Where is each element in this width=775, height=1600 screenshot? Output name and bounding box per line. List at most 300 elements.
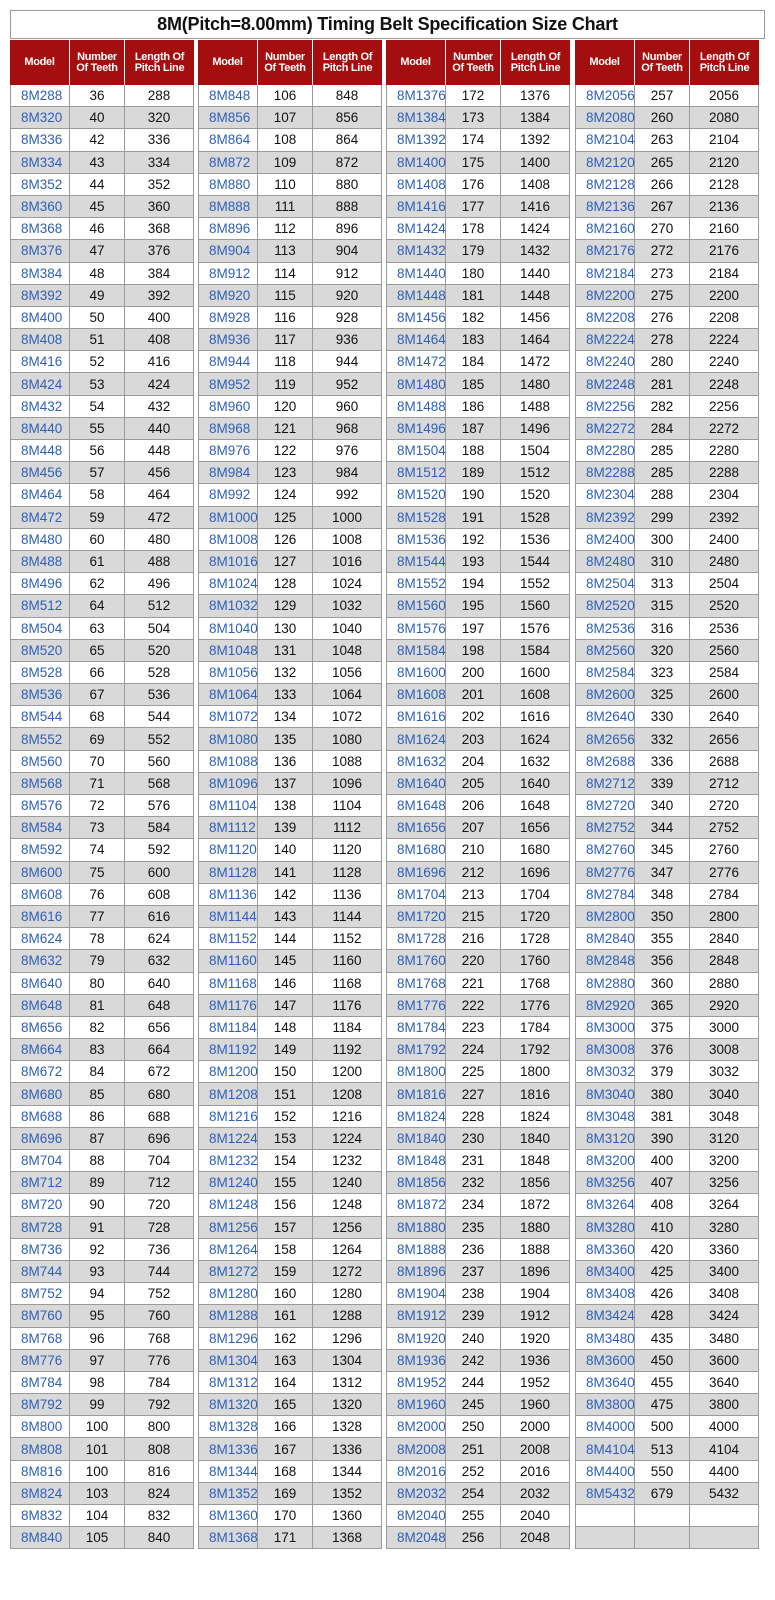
cell-model: 8M1392 — [387, 129, 446, 150]
cell-length: 376 — [147, 243, 171, 259]
cell-length: 1896 — [519, 1264, 551, 1280]
cell-model: 8M1272 — [199, 1261, 258, 1282]
cell-model: 8M472 — [11, 507, 70, 528]
table-row — [199, 396, 381, 418]
table-row — [576, 218, 758, 240]
cell-model: 8M1096 — [199, 773, 258, 794]
cell-teeth: 99 — [70, 1394, 125, 1415]
cell-length: 488 — [147, 554, 171, 570]
cell-model: 8M288 — [11, 85, 70, 106]
table-row — [387, 240, 569, 262]
cell-model: 8M2136 — [576, 196, 635, 217]
cell-length — [690, 1505, 758, 1526]
cell-model: 8M1320 — [199, 1394, 258, 1415]
table-row — [199, 662, 381, 684]
table-row — [576, 618, 758, 640]
table-row — [387, 152, 569, 174]
table-row — [199, 1372, 381, 1394]
cell-teeth: 275 — [635, 285, 690, 306]
cell-length: 1032 — [331, 598, 363, 614]
cell-length: 720 — [147, 1197, 171, 1213]
cell-model: 8M1056 — [199, 662, 258, 683]
cell-teeth: 224 — [446, 1039, 501, 1060]
cell-teeth: 48 — [70, 263, 125, 284]
cell-length: 768 — [147, 1330, 171, 1346]
cell-model: 8M1064 — [199, 684, 258, 705]
table-row — [199, 973, 381, 995]
cell-model: 8M2272 — [576, 418, 635, 439]
cell-model: 8M2104 — [576, 129, 635, 150]
table-row — [387, 484, 569, 506]
cell-length: 1960 — [519, 1397, 551, 1413]
cell-model: 8M720 — [11, 1194, 70, 1215]
table-row — [387, 728, 569, 750]
table-row — [199, 884, 381, 906]
cell-model: 8M960 — [199, 396, 258, 417]
cell-teeth: 43 — [70, 152, 125, 173]
cell-length: 320 — [147, 110, 171, 126]
cell-length: 2208 — [708, 309, 740, 325]
cell-teeth: 347 — [635, 862, 690, 883]
table-row — [576, 1061, 758, 1083]
cell-length: 1448 — [519, 287, 551, 303]
cell-model: 8M1288 — [199, 1305, 258, 1326]
cell-model: 8M2640 — [576, 706, 635, 727]
cell-teeth: 164 — [258, 1372, 313, 1393]
table-row — [199, 218, 381, 240]
cell-teeth: 500 — [635, 1416, 690, 1437]
table-row — [576, 1039, 758, 1061]
cell-model: 8M1840 — [387, 1128, 446, 1149]
cell-teeth: 117 — [258, 329, 313, 350]
cell-teeth: 185 — [446, 373, 501, 394]
cell-teeth: 46 — [70, 218, 125, 239]
table-row — [387, 1483, 569, 1505]
cell-model: 8M3424 — [576, 1305, 635, 1326]
cell-length: 1800 — [519, 1064, 551, 1080]
table-row — [199, 995, 381, 1017]
cell-length: 1528 — [519, 509, 551, 525]
table-row — [576, 1394, 758, 1416]
cell-model: 8M3256 — [576, 1172, 635, 1193]
cell-model: 8M1920 — [387, 1328, 446, 1349]
cell-teeth: 103 — [70, 1483, 125, 1504]
table-row — [199, 85, 381, 107]
cell-model: 8M1816 — [387, 1083, 446, 1104]
table-row — [11, 129, 193, 151]
cell-length: 1200 — [331, 1064, 363, 1080]
cell-length: 2288 — [708, 465, 740, 481]
cell-model: 8M1600 — [387, 662, 446, 683]
cell-teeth: 165 — [258, 1394, 313, 1415]
cell-model: 8M1784 — [387, 1017, 446, 1038]
cell-length: 2040 — [519, 1508, 551, 1524]
cell-length: 1160 — [332, 953, 362, 969]
table-row — [11, 1372, 193, 1394]
cell-teeth: 59 — [70, 507, 125, 528]
cell-model: 8M1416 — [387, 196, 446, 217]
cell-teeth: 79 — [70, 950, 125, 971]
cell-length: 1088 — [331, 753, 363, 769]
table-row — [11, 684, 193, 706]
table-row — [576, 440, 758, 462]
cell-teeth: 71 — [70, 773, 125, 794]
cell-teeth: 428 — [635, 1305, 690, 1326]
table-row — [387, 1194, 569, 1216]
table-block-4 — [575, 40, 759, 1549]
table-row — [387, 1039, 569, 1061]
cell-length: 2880 — [708, 975, 740, 991]
cell-length: 2584 — [708, 664, 740, 680]
cell-teeth: 133 — [258, 684, 313, 705]
table-row — [199, 174, 381, 196]
cell-length: 1080 — [331, 731, 363, 747]
cell-model: 8M1192 — [199, 1039, 258, 1060]
cell-length: 1192 — [332, 1042, 362, 1058]
table-row — [576, 529, 758, 551]
table-body — [198, 85, 382, 1549]
table-row — [11, 1217, 193, 1239]
cell-model: 8M3400 — [576, 1261, 635, 1282]
header-number-of-teeth: Number Of Teeth — [258, 40, 313, 85]
table-row — [11, 551, 193, 573]
cell-length: 1112 — [332, 820, 362, 836]
cell-length: 2752 — [708, 820, 740, 836]
cell-model: 8M1504 — [387, 440, 446, 461]
cell-length: 2520 — [708, 598, 740, 614]
table-row — [387, 928, 569, 950]
cell-model: 8M904 — [199, 240, 258, 261]
table-row — [576, 684, 758, 706]
cell-model: 8M1496 — [387, 418, 446, 439]
cell-model: 8M1280 — [199, 1283, 258, 1304]
cell-teeth: 316 — [635, 618, 690, 639]
cell-model: 8M480 — [11, 529, 70, 550]
cell-model: 8M792 — [11, 1394, 70, 1415]
table-row — [199, 307, 381, 329]
cell-teeth: 100 — [70, 1416, 125, 1437]
cell-teeth: 62 — [70, 573, 125, 594]
chart-title: 8M(Pitch=8.00mm) Timing Belt Specification Size Chart — [10, 10, 765, 39]
cell-length: 1696 — [519, 864, 551, 880]
cell-length: 944 — [335, 354, 359, 370]
cell-model: 8M832 — [11, 1505, 70, 1526]
cell-teeth: 212 — [446, 862, 501, 883]
table-row — [387, 263, 569, 285]
cell-length: 2000 — [519, 1419, 551, 1435]
cell-teeth: 232 — [446, 1172, 501, 1193]
table-row — [576, 85, 758, 107]
cell-model: 8M2240 — [576, 351, 635, 372]
cell-teeth: 206 — [446, 795, 501, 816]
cell-teeth: 425 — [635, 1261, 690, 1282]
table-row — [199, 1461, 381, 1483]
cell-length: 624 — [147, 931, 171, 947]
cell-teeth: 166 — [258, 1416, 313, 1437]
cell-teeth: 111 — [258, 196, 313, 217]
cell-model: 8M1952 — [387, 1372, 446, 1393]
cell-model: 8M1888 — [387, 1239, 446, 1260]
cell-model: 8M2176 — [576, 240, 635, 261]
cell-teeth: 87 — [70, 1128, 125, 1149]
cell-model: 8M952 — [199, 373, 258, 394]
cell-model: 8M2536 — [576, 618, 635, 639]
cell-model: 8M656 — [11, 1017, 70, 1038]
cell-model: 8M512 — [11, 595, 70, 616]
cell-model: 8M992 — [199, 484, 258, 505]
cell-length: 576 — [147, 798, 171, 814]
table-row — [11, 263, 193, 285]
table-row — [11, 174, 193, 196]
table-row — [199, 329, 381, 351]
cell-length: 824 — [147, 1485, 171, 1501]
table-row — [576, 1150, 758, 1172]
table-row — [576, 418, 758, 440]
table-body — [386, 85, 570, 1549]
cell-teeth: 325 — [635, 684, 690, 705]
table-row — [387, 507, 569, 529]
cell-teeth: 92 — [70, 1239, 125, 1260]
cell-teeth: 260 — [635, 107, 690, 128]
cell-length: 448 — [147, 443, 171, 459]
table-header — [198, 40, 382, 85]
table-row — [576, 1083, 758, 1105]
cell-length: 760 — [147, 1308, 171, 1324]
table-row — [387, 351, 569, 373]
cell-length: 2848 — [708, 953, 740, 969]
cell-length: 1520 — [519, 487, 551, 503]
cell-length: 1184 — [332, 1019, 362, 1035]
cell-teeth: 205 — [446, 773, 501, 794]
cell-teeth: 147 — [258, 995, 313, 1016]
cell-model: 8M840 — [11, 1527, 70, 1548]
cell-teeth: 550 — [635, 1461, 690, 1482]
cell-model: 8M936 — [199, 329, 258, 350]
cell-length: 1296 — [331, 1330, 363, 1346]
cell-model: 8M616 — [11, 906, 70, 927]
table-row — [199, 795, 381, 817]
cell-teeth: 109 — [258, 152, 313, 173]
table-row — [11, 373, 193, 395]
table-row — [199, 1217, 381, 1239]
cell-teeth: 78 — [70, 928, 125, 949]
cell-model: 8M2392 — [576, 507, 635, 528]
cell-teeth: 284 — [635, 418, 690, 439]
cell-length: 2032 — [519, 1485, 551, 1501]
table-row — [199, 418, 381, 440]
table-block-1 — [10, 40, 194, 1549]
cell-length: 1264 — [331, 1241, 363, 1257]
cell-model: 8M1440 — [387, 263, 446, 284]
cell-model: 8M440 — [11, 418, 70, 439]
cell-model: 8M1776 — [387, 995, 446, 1016]
cell-teeth: 126 — [258, 529, 313, 550]
cell-length: 2776 — [708, 864, 740, 880]
table-row — [576, 751, 758, 773]
table-row — [199, 728, 381, 750]
table-row — [576, 773, 758, 795]
table-row — [387, 1083, 569, 1105]
cell-teeth: 150 — [258, 1061, 313, 1082]
cell-model: 8M1704 — [387, 884, 446, 905]
cell-model: 8M1632 — [387, 751, 446, 772]
cell-length: 1792 — [519, 1042, 551, 1058]
table-row — [387, 884, 569, 906]
cell-length: 1512 — [519, 465, 551, 481]
table-row — [11, 906, 193, 928]
cell-model: 8M1488 — [387, 396, 446, 417]
header-length-of-pitch-line: Length Of Pitch Line — [510, 50, 561, 74]
table-row — [576, 1461, 758, 1483]
table-row — [11, 1283, 193, 1305]
cell-length: 672 — [147, 1064, 171, 1080]
table-row — [199, 1261, 381, 1283]
cell-model: 8M1640 — [387, 773, 446, 794]
cell-model: 8M1880 — [387, 1217, 446, 1238]
table-row — [11, 396, 193, 418]
cell-model: 8M1360 — [199, 1505, 258, 1526]
table-row — [11, 817, 193, 839]
cell-teeth: 455 — [635, 1372, 690, 1393]
cell-teeth: 72 — [70, 795, 125, 816]
table-row — [199, 1194, 381, 1216]
cell-length: 360 — [147, 199, 171, 215]
cell-teeth: 105 — [70, 1527, 125, 1548]
cell-model: 8M1536 — [387, 529, 446, 550]
cell-teeth: 400 — [635, 1150, 690, 1171]
cell-length: 1840 — [519, 1130, 551, 1146]
cell-model: 8M424 — [11, 373, 70, 394]
table-row — [387, 1328, 569, 1350]
cell-model: 8M3000 — [576, 1017, 635, 1038]
cell-length: 3408 — [708, 1286, 740, 1302]
cell-teeth: 156 — [258, 1194, 313, 1215]
table-row — [199, 1083, 381, 1105]
cell-length: 792 — [147, 1397, 171, 1413]
cell-model: 8M1304 — [199, 1350, 258, 1371]
table-row — [576, 1283, 758, 1305]
cell-teeth: 225 — [446, 1061, 501, 1082]
cell-length: 2536 — [708, 620, 740, 636]
table-row — [387, 1527, 569, 1549]
table-row — [576, 263, 758, 285]
cell-model: 8M2584 — [576, 662, 635, 683]
cell-model: 8M4400 — [576, 1461, 635, 1482]
cell-teeth: 130 — [258, 618, 313, 639]
table-row — [199, 373, 381, 395]
cell-teeth: 191 — [446, 507, 501, 528]
table-row — [576, 1217, 758, 1239]
cell-model: 8M1184 — [199, 1017, 258, 1038]
table-row — [11, 950, 193, 972]
table-row — [199, 1483, 381, 1505]
cell-length: 1728 — [519, 931, 551, 947]
table-row — [576, 551, 758, 573]
table-row — [576, 1017, 758, 1039]
cell-length: 3256 — [708, 1175, 740, 1191]
cell-length: 1880 — [519, 1219, 551, 1235]
cell-model: 8M1104 — [199, 795, 258, 816]
cell-length: 1544 — [519, 554, 551, 570]
cell-length: 2104 — [708, 132, 740, 148]
header-number-of-teeth: Number Of Teeth — [446, 40, 501, 85]
cell-model: 8M752 — [11, 1283, 70, 1304]
table-row — [199, 551, 381, 573]
cell-length: 1208 — [331, 1086, 363, 1102]
table-row — [576, 196, 758, 218]
cell-model: 8M1112 — [199, 817, 258, 838]
table-row — [576, 240, 758, 262]
cell-length: 1064 — [331, 687, 363, 703]
cell-length: 680 — [147, 1086, 171, 1102]
table-row — [11, 640, 193, 662]
cell-model: 8M744 — [11, 1261, 70, 1282]
cell-model: 8M968 — [199, 418, 258, 439]
cell-length: 1288 — [331, 1308, 363, 1324]
cell-model: 8M1024 — [199, 573, 258, 594]
table-row — [387, 196, 569, 218]
cell-model: 8M2080 — [576, 107, 635, 128]
cell-model: 8M824 — [11, 1483, 70, 1504]
cell-teeth: 300 — [635, 529, 690, 550]
cell-model: 8M1648 — [387, 795, 446, 816]
table-row — [11, 973, 193, 995]
cell-teeth: 189 — [446, 462, 501, 483]
table-row — [11, 1461, 193, 1483]
table-row — [11, 440, 193, 462]
cell-model: 8M2712 — [576, 773, 635, 794]
cell-length: 1888 — [519, 1241, 551, 1257]
cell-length: 584 — [147, 820, 171, 836]
table-row — [387, 1505, 569, 1527]
cell-teeth: 61 — [70, 551, 125, 572]
cell-length: 736 — [147, 1241, 171, 1257]
cell-model: 8M552 — [11, 728, 70, 749]
cell-model: 8M1120 — [199, 839, 258, 860]
cell-model: 8M1400 — [387, 152, 446, 173]
cell-length: 2600 — [708, 687, 740, 703]
cell-teeth: 273 — [635, 263, 690, 284]
cell-teeth: 158 — [258, 1239, 313, 1260]
cell-model: 8M728 — [11, 1217, 70, 1238]
table-row — [387, 1416, 569, 1438]
cell-model: 8M384 — [11, 263, 70, 284]
table-row — [387, 573, 569, 595]
table-row — [11, 795, 193, 817]
table-row — [199, 196, 381, 218]
cell-length: 608 — [147, 886, 171, 902]
cell-length: 2240 — [708, 354, 740, 370]
table-row — [199, 773, 381, 795]
cell-length: 2280 — [708, 443, 740, 459]
cell-model: 8M368 — [11, 218, 70, 239]
table-row — [11, 484, 193, 506]
cell-teeth: 167 — [258, 1438, 313, 1459]
cell-model: 8M800 — [11, 1416, 70, 1437]
table-row — [11, 418, 193, 440]
cell-teeth: 204 — [446, 751, 501, 772]
cell-model: 8M416 — [11, 351, 70, 372]
cell-model: 8M1216 — [199, 1106, 258, 1127]
cell-model: 8M672 — [11, 1061, 70, 1082]
cell-length: 896 — [335, 221, 359, 237]
table-row — [387, 1106, 569, 1128]
table-block-3 — [386, 40, 570, 1549]
cell-model: 8M976 — [199, 440, 258, 461]
cell-length: 3048 — [708, 1108, 740, 1124]
table-row — [387, 773, 569, 795]
cell-length: 1656 — [519, 820, 551, 836]
